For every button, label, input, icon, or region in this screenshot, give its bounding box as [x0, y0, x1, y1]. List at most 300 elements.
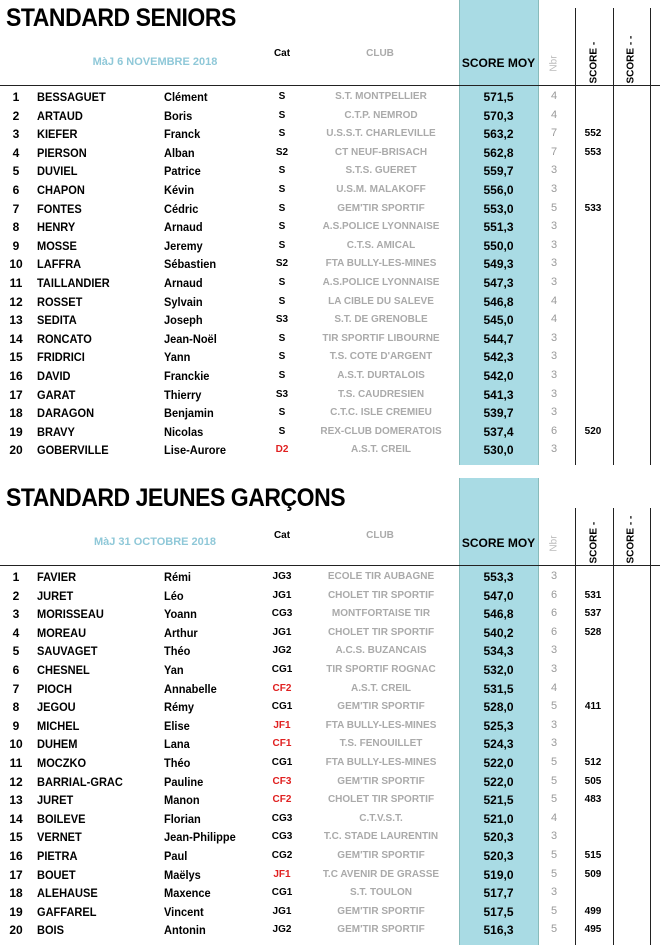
table-row [0, 680, 660, 699]
table-row [0, 386, 660, 405]
last-name-cell: JURET [37, 793, 74, 808]
last-name-cell: JURET [37, 588, 74, 603]
nbr-cell: 3 [550, 644, 558, 657]
last-name-cell: SAUVAGET [37, 644, 98, 659]
first-name-cell: Boris [164, 108, 193, 123]
category-cell: CG2 [271, 850, 293, 861]
score-1-cell: 495 [584, 924, 602, 936]
rank-cell: 13 [9, 793, 23, 808]
score-moy-cell: 546,8 [483, 294, 514, 309]
nbr-cell: 3 [550, 830, 558, 843]
nbr-cell: 5 [550, 849, 558, 861]
nbr-cell: 6 [550, 625, 558, 638]
category-cell: CG1 [271, 887, 293, 899]
header-rule [0, 85, 660, 86]
table-row [0, 144, 660, 163]
club-cell: C.T.V.S.T. [359, 812, 403, 824]
score-moy-cell: 522,0 [483, 774, 514, 789]
nbr-cell: 5 [550, 700, 558, 713]
club-cell: S.T. DE GRENOBLE [334, 314, 428, 326]
score-moy-cell: 525,3 [483, 718, 514, 733]
category-cell: S [278, 332, 286, 344]
table-row [0, 642, 660, 661]
first-name-cell: Sébastien [164, 257, 217, 272]
rank-cell: 20 [9, 923, 23, 938]
section-title: STANDARD SENIORS [6, 4, 236, 32]
category-cell: JG2 [272, 645, 292, 657]
rank-cell: 1 [12, 570, 20, 584]
first-name-cell: Sylvain [164, 294, 203, 309]
score-moy-cell: 542,0 [483, 369, 514, 383]
nbr-cell: 6 [550, 424, 558, 437]
nbr-cell: 6 [550, 607, 558, 620]
last-name-cell: DARAGON [37, 406, 95, 421]
category-cell: JG1 [272, 626, 292, 638]
score-1-cell: 520 [584, 425, 602, 437]
table-row [0, 884, 660, 903]
nbr-cell: 3 [550, 387, 558, 400]
score-moy-cell: 562,8 [483, 145, 514, 160]
first-name-cell: Kévin [164, 183, 195, 197]
last-name-cell: ARTAUD [37, 108, 83, 123]
category-cell: JG3 [272, 571, 292, 582]
table-row [0, 162, 660, 181]
category-cell: S [278, 109, 286, 121]
category-cell: S2 [275, 258, 289, 270]
first-name-cell: Arnaud [164, 220, 203, 235]
header-club: CLUB [366, 530, 394, 541]
club-cell: GEM'TIR SPORTIF [337, 924, 425, 936]
club-cell: CHOLET TIR SPORTIF [327, 626, 435, 638]
first-name-cell: Yoann [164, 607, 197, 622]
rank-cell: 16 [9, 849, 23, 863]
nbr-cell: 7 [550, 145, 558, 158]
category-cell: S [278, 295, 286, 307]
nbr-cell: 3 [550, 164, 558, 177]
first-name-cell: Théo [164, 644, 191, 659]
first-name-cell: Patrice [164, 164, 201, 179]
rank-cell: 20 [9, 443, 23, 458]
first-name-cell: Yan [164, 663, 184, 677]
club-cell: A.C.S. BUZANCAIS [335, 645, 427, 657]
category-cell: CG3 [271, 831, 293, 843]
score-moy-cell: 519,0 [483, 867, 514, 882]
score-moy-cell: 556,0 [483, 183, 514, 197]
rank-cell: 8 [12, 700, 20, 715]
rank-cell: 18 [9, 886, 23, 901]
rank-cell: 18 [9, 406, 23, 421]
category-cell: JG1 [272, 589, 292, 601]
table-row [0, 88, 660, 107]
score-moy-cell: 522,0 [483, 756, 514, 770]
header-rule [0, 565, 660, 566]
first-name-cell: Cédric [164, 201, 199, 216]
score-1-cell: 533 [584, 202, 602, 214]
score-1-cell: 411 [584, 701, 602, 713]
first-name-cell: Maxence [164, 886, 211, 901]
category-cell: D2 [275, 444, 289, 456]
nbr-cell: 3 [550, 663, 558, 675]
header-score-1: SCORE - [588, 41, 600, 84]
first-name-cell: Arthur [164, 625, 198, 640]
category-cell: S [278, 91, 286, 102]
table-row [0, 661, 660, 680]
last-name-cell: LAFFRA [37, 257, 82, 272]
table-row [0, 404, 660, 423]
table-row [0, 568, 660, 587]
header-club: CLUB [366, 48, 394, 59]
last-name-cell: FAVIER [37, 570, 77, 584]
last-name-cell: ROSSET [37, 294, 83, 309]
header-cat: Cat [273, 530, 291, 541]
category-cell: S [278, 221, 286, 233]
nbr-cell: 5 [550, 793, 558, 806]
first-name-cell: Nicolas [164, 424, 204, 439]
header-score-2: SCORE - - [625, 35, 637, 84]
first-name-cell: Rémy [164, 700, 195, 715]
club-cell: C.T.P. NEMROD [344, 109, 418, 121]
last-name-cell: HENRY [37, 220, 76, 235]
club-cell: CT NEUF-BRISACH [334, 146, 428, 158]
score-moy-cell: 521,0 [483, 811, 514, 826]
category-cell: S [278, 128, 286, 140]
first-name-cell: Joseph [164, 313, 203, 328]
first-name-cell: Arnaud [164, 276, 203, 290]
nbr-cell: 5 [550, 923, 558, 936]
table-row [0, 624, 660, 643]
score-moy-cell: 517,7 [483, 886, 514, 901]
rank-cell: 4 [12, 625, 20, 640]
score-moy-cell: 521,5 [483, 793, 514, 808]
nbr-cell: 3 [550, 183, 558, 195]
last-name-cell: DAVID [37, 369, 71, 383]
rank-cell: 9 [12, 238, 20, 253]
nbr-cell: 3 [550, 350, 558, 363]
club-cell: A.S.T. CREIL [350, 682, 411, 694]
nbr-cell: 3 [550, 257, 558, 270]
category-cell: S [278, 165, 286, 177]
header-score-moy: SCORE MOY [461, 56, 536, 70]
club-cell: C.T.S. AMICAL [346, 239, 416, 251]
nbr-cell: 3 [550, 570, 558, 582]
last-name-cell: MOREAU [37, 625, 87, 640]
rank-cell: 14 [9, 331, 23, 346]
table-row [0, 791, 660, 810]
last-name-cell: PIERSON [37, 145, 87, 160]
category-cell: CF2 [272, 682, 292, 694]
score-moy-cell: 530,0 [483, 443, 514, 458]
category-cell: S [278, 239, 286, 251]
rank-cell: 2 [12, 588, 20, 603]
score-1-cell: 528 [584, 626, 602, 638]
score-moy-cell: 537,4 [483, 424, 514, 439]
header-nbr: Nbr [548, 535, 560, 552]
club-cell: MONTFORTAISE TIR [331, 608, 431, 620]
table-row [0, 367, 660, 386]
club-cell: TIR SPORTIF ROGNAC [326, 664, 436, 675]
nbr-cell: 3 [550, 238, 558, 251]
last-name-cell: ALEHAUSE [37, 886, 98, 901]
table-row [0, 735, 660, 754]
score-moy-cell: 531,5 [483, 681, 514, 696]
rank-cell: 6 [12, 183, 20, 197]
score-1-cell: 483 [584, 794, 602, 806]
score-1-cell: 509 [584, 868, 602, 880]
last-name-cell: BOIS [37, 923, 64, 938]
table-row [0, 605, 660, 624]
score-moy-cell: 542,3 [483, 350, 514, 365]
nbr-cell: 5 [550, 201, 558, 214]
category-cell: S [278, 370, 286, 381]
first-name-cell: Lana [164, 737, 190, 752]
first-name-cell: Franck [164, 127, 201, 142]
table-row [0, 255, 660, 274]
score-moy-cell: 544,7 [483, 331, 514, 346]
nbr-cell: 3 [550, 406, 558, 419]
club-cell: GEM'TIR SPORTIF [337, 701, 425, 713]
category-cell: S [278, 351, 286, 363]
table-row [0, 200, 660, 219]
score-moy-cell: 532,0 [483, 663, 514, 677]
rank-cell: 12 [9, 774, 23, 789]
category-cell: CG1 [271, 757, 293, 768]
nbr-cell: 4 [550, 294, 558, 307]
club-cell: S.T.S. GUERET [345, 165, 417, 177]
first-name-cell: Elise [164, 718, 190, 733]
last-name-cell: MORISSEAU [37, 607, 104, 622]
rank-cell: 13 [9, 313, 23, 328]
club-cell: CHOLET TIR SPORTIF [327, 794, 435, 806]
score-1-cell: 515 [584, 850, 602, 861]
rank-cell: 9 [12, 718, 20, 733]
first-name-cell: Benjamin [164, 406, 214, 421]
category-cell: CF2 [272, 794, 292, 806]
table-row [0, 866, 660, 885]
club-cell: T.S. FENOUILLET [339, 738, 423, 750]
score-moy-cell: 524,3 [483, 737, 514, 752]
club-cell: U.S.M. MALAKOFF [336, 184, 426, 195]
table-row [0, 181, 660, 200]
score-moy-cell: 520,3 [483, 849, 514, 863]
club-cell: FTA BULLY-LES-MINES [325, 757, 437, 768]
score-1-cell: 531 [584, 589, 602, 601]
last-name-cell: MOSSE [37, 238, 77, 253]
score-moy-cell: 559,7 [483, 164, 514, 179]
nbr-cell: 3 [550, 369, 558, 381]
table-row [0, 274, 660, 293]
score-moy-cell: 551,3 [483, 220, 514, 235]
table-row [0, 587, 660, 606]
last-name-cell: VERNET [37, 830, 82, 845]
first-name-cell: Yann [164, 350, 191, 365]
table-row [0, 698, 660, 717]
last-name-cell: CHESNEL [37, 663, 90, 677]
category-cell: S [278, 407, 286, 419]
last-name-cell: BARRIAL-GRAC [37, 774, 123, 789]
rank-cell: 5 [12, 164, 20, 179]
category-cell: JF1 [273, 868, 291, 880]
first-name-cell: Paul [164, 849, 188, 863]
nbr-cell: 3 [550, 276, 558, 288]
club-cell: U.S.S.T. CHARLEVILLE [326, 128, 436, 140]
nbr-cell: 5 [550, 756, 558, 768]
nbr-cell: 5 [550, 867, 558, 880]
first-name-cell: Théo [164, 756, 191, 770]
club-cell: A.S.T. DURTALOIS [337, 370, 425, 381]
rank-cell: 7 [12, 681, 20, 696]
section-seniors [0, 0, 660, 465]
rank-cell: 4 [12, 145, 20, 160]
club-cell: T.S. COTE D'ARGENT [329, 351, 433, 363]
nbr-cell: 4 [550, 108, 558, 121]
table-row [0, 754, 660, 773]
table-row [0, 423, 660, 442]
club-cell: A.S.POLICE LYONNAISE [322, 277, 440, 288]
table-row [0, 125, 660, 144]
update-date: MàJ 31 OCTOBRE 2018 [93, 536, 217, 548]
nbr-cell: 5 [550, 904, 558, 917]
first-name-cell: Rémi [164, 570, 191, 584]
rank-cell: 19 [9, 904, 23, 919]
last-name-cell: BOILEVE [37, 811, 86, 826]
category-cell: CG1 [271, 701, 293, 713]
score-moy-cell: 541,3 [483, 387, 514, 402]
club-cell: GEM'TIR SPORTIF [337, 775, 425, 787]
first-name-cell: Pauline [164, 774, 204, 789]
score-moy-cell: 517,5 [483, 904, 514, 919]
table-row [0, 828, 660, 847]
nbr-cell: 3 [550, 443, 558, 456]
club-cell: T.C. STADE LAURENTIN [323, 831, 439, 843]
section-jeunes-garcons [0, 478, 660, 945]
last-name-cell: MICHEL [37, 718, 80, 733]
nbr-cell: 4 [550, 313, 558, 326]
last-name-cell: PIOCH [37, 681, 72, 696]
last-name-cell: MOCZKO [37, 756, 87, 770]
category-cell: S3 [275, 314, 289, 326]
rank-cell: 8 [12, 220, 20, 235]
last-name-cell: DUHEM [37, 737, 78, 752]
score-1-cell: 505 [584, 775, 602, 787]
rank-cell: 3 [12, 607, 20, 622]
rank-cell: 1 [12, 90, 20, 104]
rank-cell: 12 [9, 294, 23, 309]
category-cell: JF1 [273, 719, 291, 731]
first-name-cell: Annabelle [164, 681, 217, 696]
last-name-cell: GARAT [37, 387, 76, 402]
table-row [0, 903, 660, 922]
club-cell: S.T. TOULON [349, 887, 413, 899]
nbr-cell: 3 [550, 737, 558, 750]
club-cell: FTA BULLY-LES-MINES [325, 258, 437, 270]
score-moy-cell: 570,3 [483, 108, 514, 123]
club-cell: C.T.C. ISLE CREMIEU [330, 407, 432, 419]
first-name-cell: Lise-Aurore [164, 443, 226, 458]
header-cat: Cat [273, 48, 291, 59]
club-cell: A.S.T. CREIL [350, 444, 411, 456]
header-score-moy: SCORE MOY [461, 536, 536, 550]
last-name-cell: RONCATO [37, 331, 92, 346]
table-row [0, 717, 660, 736]
score-1-cell: 537 [584, 608, 602, 620]
category-cell: S [278, 202, 286, 214]
table-row [0, 773, 660, 792]
table-row [0, 847, 660, 866]
rank-cell: 2 [12, 108, 20, 123]
update-date: MàJ 6 NOVEMBRE 2018 [92, 56, 218, 68]
first-name-cell: Clément [164, 90, 208, 104]
first-name-cell: Jeremy [164, 238, 203, 253]
score-moy-cell: 534,3 [483, 644, 514, 659]
table-row [0, 218, 660, 237]
score-1-cell: 512 [584, 757, 602, 768]
category-cell: JG2 [272, 924, 292, 936]
last-name-cell: FONTES [37, 201, 82, 216]
category-cell: CG3 [271, 812, 293, 824]
score-moy-cell: 528,0 [483, 700, 514, 715]
club-cell: LA CIBLE DU SALEVE [328, 295, 434, 307]
first-name-cell: Alban [164, 145, 195, 160]
score-moy-cell: 546,8 [483, 607, 514, 622]
nbr-cell: 4 [550, 681, 558, 694]
score-1-cell: 553 [584, 146, 602, 158]
last-name-cell: BRAVY [37, 424, 75, 439]
club-cell: T.S. CAUDRESIEN [337, 388, 425, 400]
rank-cell: 6 [12, 663, 20, 677]
nbr-cell: 4 [550, 90, 558, 102]
club-cell: S.T. MONTPELLIER [335, 91, 427, 102]
club-cell: ECOLE TIR AUBAGNE [327, 571, 435, 582]
score-moy-cell: 553,3 [483, 570, 514, 584]
rank-cell: 16 [9, 369, 23, 383]
first-name-cell: Maëlys [164, 867, 201, 882]
category-cell: JG1 [272, 905, 292, 917]
nbr-cell: 3 [550, 220, 558, 233]
last-name-cell: CHAPON [37, 183, 85, 197]
nbr-cell: 3 [550, 886, 558, 899]
score-moy-cell: 553,0 [483, 201, 514, 216]
rank-cell: 17 [9, 387, 23, 402]
first-name-cell: Jean-Philippe [164, 830, 236, 845]
club-cell: CHOLET TIR SPORTIF [327, 589, 435, 601]
nbr-cell: 3 [550, 331, 558, 344]
category-cell: S [278, 277, 286, 288]
table-row [0, 441, 660, 460]
score-1-cell: 552 [584, 128, 602, 140]
first-name-cell: Vincent [164, 904, 204, 919]
last-name-cell: GOBERVILLE [37, 443, 109, 458]
first-name-cell: Manon [164, 793, 200, 808]
rank-cell: 19 [9, 424, 23, 439]
category-cell: CG1 [271, 664, 293, 675]
first-name-cell: Antonin [164, 923, 206, 938]
table-row [0, 311, 660, 330]
header-score-1: SCORE - [588, 521, 600, 564]
score-moy-cell: 545,0 [483, 313, 514, 328]
club-cell: GEM'TIR SPORTIF [337, 850, 425, 861]
first-name-cell: Jean-Noël [164, 331, 217, 346]
score-1-cell: 499 [584, 905, 602, 917]
nbr-cell: 5 [550, 774, 558, 787]
nbr-cell: 6 [550, 588, 558, 601]
header-nbr: Nbr [548, 55, 560, 72]
score-moy-cell: 539,7 [483, 406, 514, 421]
score-moy-cell: 563,2 [483, 127, 514, 142]
nbr-cell: 3 [550, 718, 558, 731]
score-moy-cell: 520,3 [483, 830, 514, 845]
club-cell: REX-CLUB DOMERATOIS [320, 425, 442, 437]
club-cell: T.C AVENIR DE GRASSE [322, 868, 440, 880]
